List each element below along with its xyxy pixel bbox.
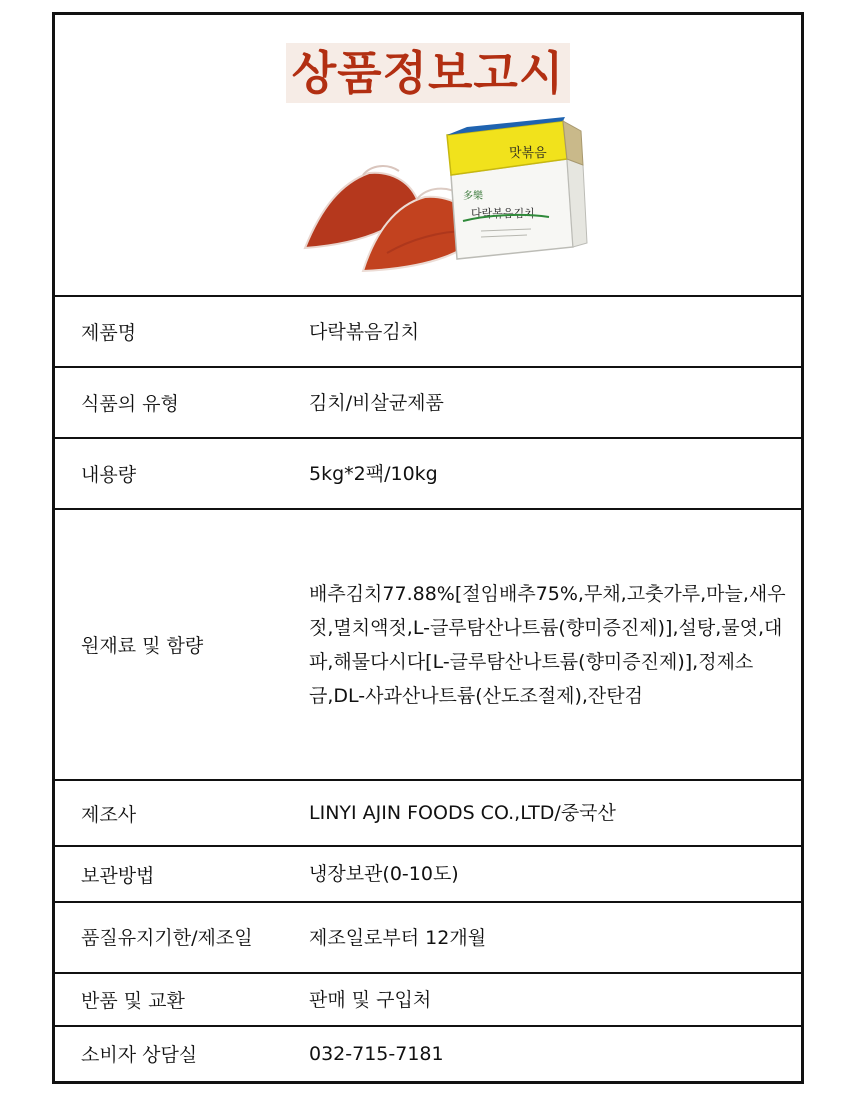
table-row <box>55 846 801 902</box>
row-value: 냉장보관(0-10도) <box>309 846 801 902</box>
row-value: 다락볶음김치 <box>309 297 801 367</box>
row-label: 내용량 <box>55 438 309 509</box>
row-value: 제조일로부터 12개월 <box>309 902 801 973</box>
row-value: 배추김치77.88%[절임배추75%,무채,고춧가루,마늘,새우젓,멸치액젓,L-글루탐산나트륨(향미증진제)],설탕,물엿,대파,해물다시다[L-글루탐산나트륨(향미증진제)],정제소금,DL-사과산나트륨(산도조절제),잔탄검 <box>309 509 801 780</box>
table-row <box>55 902 801 973</box>
table-row <box>55 1026 801 1080</box>
row-value: 5kg*2팩/10kg <box>309 438 801 509</box>
row-label: 반품 및 교환 <box>55 973 309 1026</box>
title-wrap <box>55 43 801 103</box>
table-row <box>55 367 801 438</box>
row-label: 보관방법 <box>55 846 309 902</box>
row-label: 원재료 및 함량 <box>55 509 309 780</box>
table-row <box>55 297 801 367</box>
box-front-label: 맛볶음 <box>509 146 547 161</box>
row-label: 제조사 <box>55 780 309 846</box>
row-label: 제품명 <box>55 297 309 367</box>
row-value: 032-715-7181 <box>309 1042 444 1065</box>
product-image <box>291 113 591 273</box>
row-value: LINYI AJIN FOODS CO.,LTD/중국산 <box>309 780 801 846</box>
row-label: 품질유지기한/제조일 <box>55 902 309 973</box>
page-title: 상품정보고시 <box>286 43 571 103</box>
product-notice-frame <box>52 12 804 1084</box>
box-product-name: 다락볶음김치 <box>471 207 535 220</box>
row-label: 식품의 유형 <box>55 367 309 438</box>
header-section <box>55 15 801 297</box>
row-label: 소비자 상담실 <box>81 1044 198 1066</box>
table-row <box>55 509 801 780</box>
box-brand: 多樂 <box>463 191 483 202</box>
table-row <box>55 973 801 1026</box>
table-row <box>55 438 801 509</box>
row-value: 판매 및 구입처 <box>309 973 801 1026</box>
product-info-table <box>55 297 801 1080</box>
table-row <box>55 780 801 846</box>
row-value: 김치/비살균제품 <box>309 367 801 438</box>
